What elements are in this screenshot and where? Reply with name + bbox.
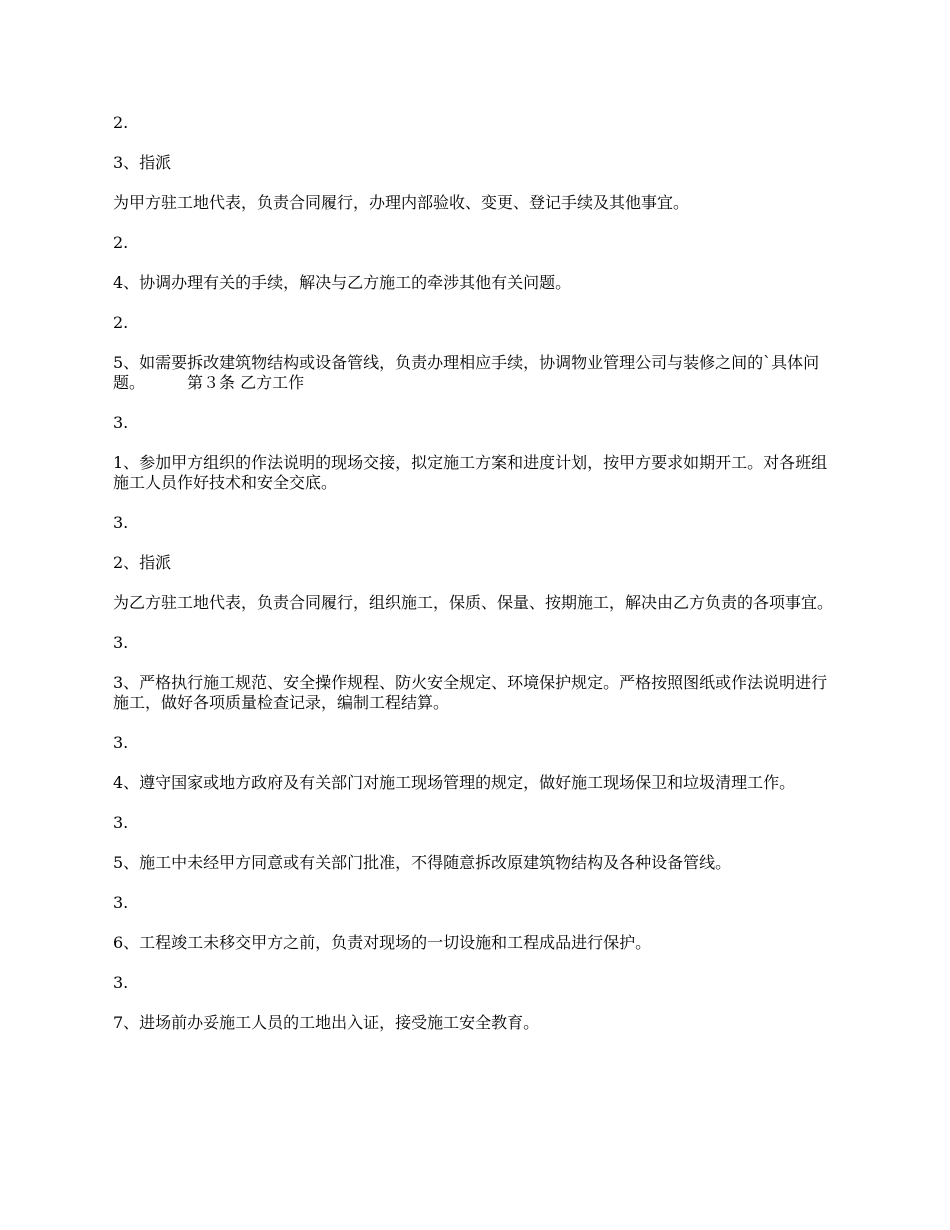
paragraph: 3、指派 — [113, 153, 172, 172]
paragraph: 2. — [113, 233, 129, 252]
paragraph: 7、进场前办妥施工人员的工地出入证，接受施工安全教育。 — [113, 1013, 540, 1032]
paragraph: 3. — [113, 973, 129, 992]
paragraph: 为甲方驻工地代表，负责合同履行，办理内部验收、变更、登记手续及其他事宜。 — [113, 193, 690, 212]
paragraph: 3. — [113, 733, 129, 752]
paragraph: 4、遵守国家或地方政府及有关部门对施工现场管理的规定，做好施工现场保卫和垃圾清理工作。 — [113, 773, 796, 792]
paragraph: 1、参加甲方组织的作法说明的现场交接，拟定施工方案和进度计划，按甲方要求如期开工。对各班组施工人员作好技术和安全交底。 — [113, 453, 828, 492]
paragraph: 3. — [113, 893, 129, 912]
paragraph: 3. — [113, 813, 129, 832]
paragraph: 6、工程竣工未移交甲方之前，负责对现场的一切设施和工程成品进行保护。 — [113, 933, 652, 952]
paragraph: 3. — [113, 633, 129, 652]
paragraph-with-heading — [113, 353, 838, 393]
paragraph: 4、协调办理有关的手续，解决与乙方施工的牵涉其他有关问题。 — [113, 273, 572, 292]
paragraph: 3. — [113, 513, 129, 532]
document-body — [113, 113, 838, 1053]
paragraph-text: 5、如需要拆改建筑物结构或设备管线，负责办理相应手续，协调物业管理公司与装修之间的`具体问题。 — [113, 353, 820, 392]
paragraph: 3、严格执行施工规范、安全操作规程、防火安全规定、环境保护规定。严格按照图纸或作法说明进行施工，做好各项质量检查记录，编制工程结算。 — [113, 673, 828, 712]
paragraph: 2. — [113, 313, 129, 332]
section-heading: 第３条 乙方工作 — [187, 373, 305, 392]
paragraph: 3. — [113, 413, 129, 432]
paragraph: 为乙方驻工地代表，负责合同履行，组织施工，保质、保量、按期施工，解决由乙方负责的各项事宜。 — [113, 593, 834, 612]
paragraph: 2. — [113, 113, 129, 132]
paragraph: 2、指派 — [113, 553, 172, 572]
paragraph: 5、施工中未经甲方同意或有关部门批准，不得随意拆改原建筑物结构及各种设备管线。 — [113, 853, 732, 872]
